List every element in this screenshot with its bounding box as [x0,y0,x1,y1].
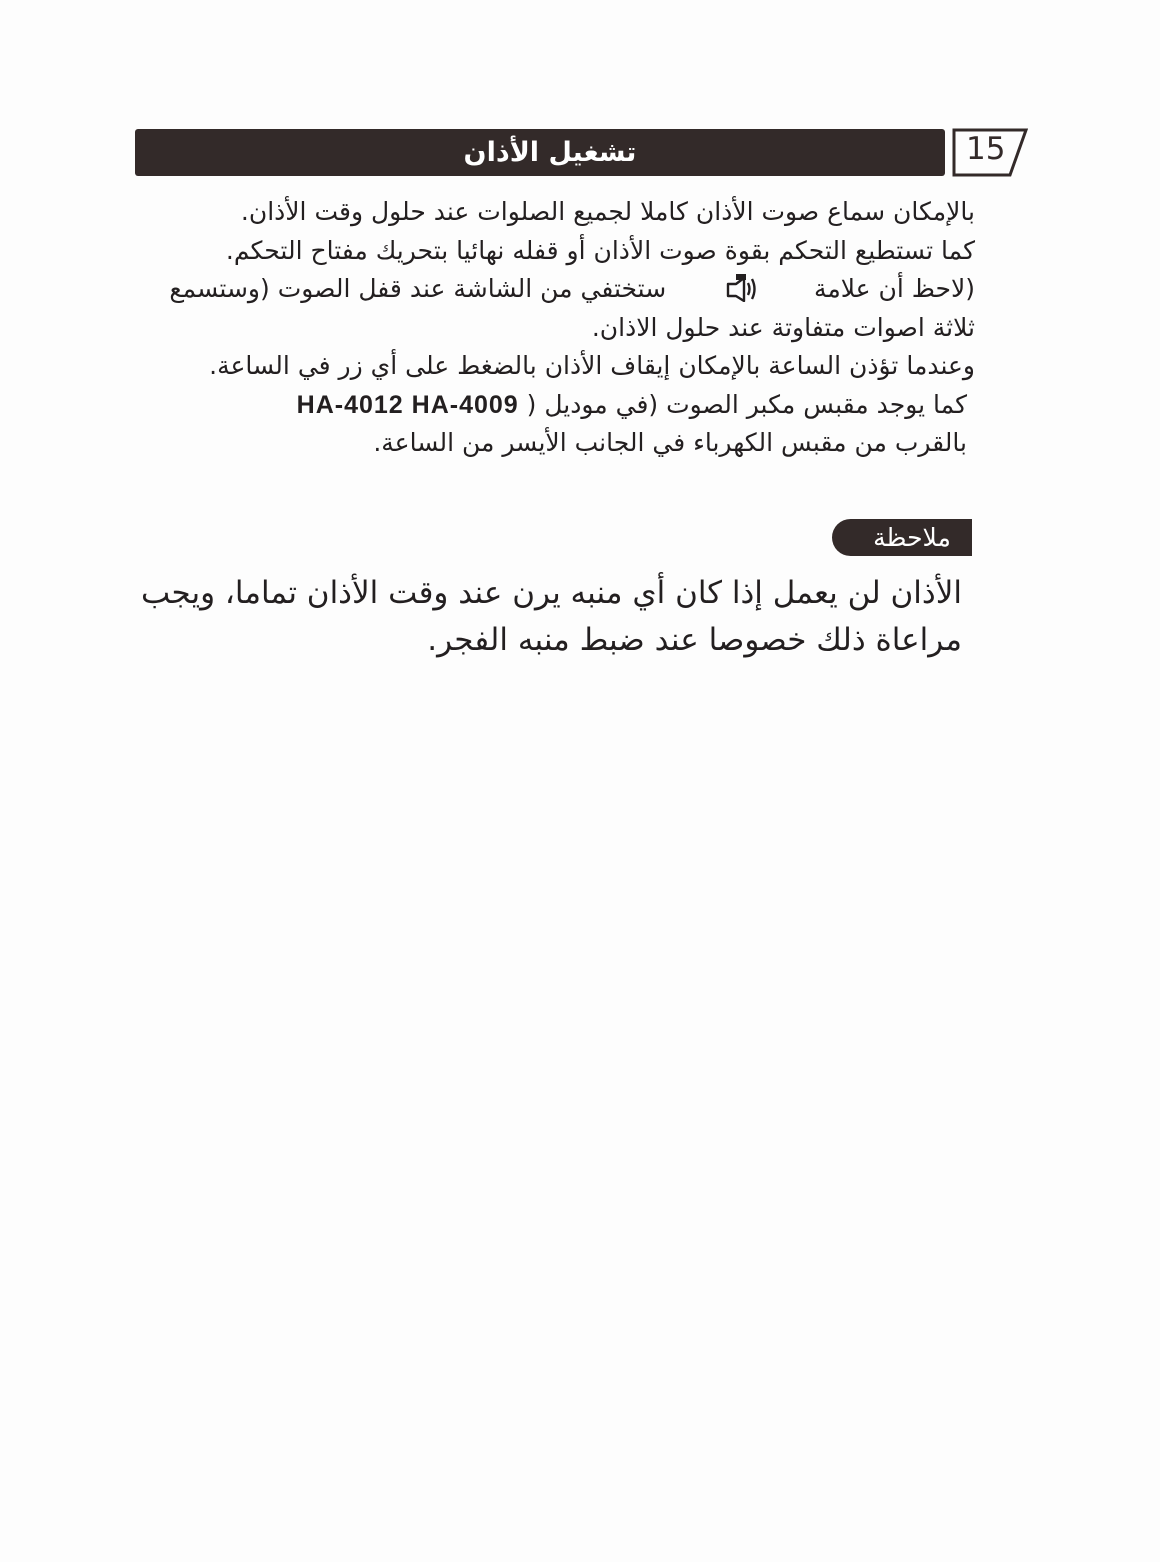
note-line: مراعاة ذلك خصوصا عند ضبط منبه الفجر. [427,622,962,658]
body-line-part: كما يوجد مقبس مكبر الصوت (في موديل ( [526,389,967,419]
note-badge [832,519,972,556]
note-line: الأذان لن يعمل إذا كان أي منبه يرن عند وقت الأذان تماما، ويجب [141,575,962,611]
section-header-bar [135,129,945,176]
page-number: 15 [966,131,1006,167]
body-line-part: (لاحظ أن علامة [813,274,975,303]
speaker-volume-icon [722,272,758,302]
section-title: تشغيل الأذان [463,137,637,168]
model-numbers: HA-4012 HA-4009 [296,390,519,419]
body-line: كما تستطيع التحكم بقوة صوت الأذان أو قفله نهائيا بتحريك مفتاح التحكم. [225,235,975,265]
body-line [160,386,975,425]
body-line: ثلاثة اصوات متفاوتة عند حلول الاذان. [591,312,975,342]
note-paragraph [130,570,962,664]
body-paragraph [160,193,975,463]
body-line: بالقرب من مقبس الكهرباء في الجانب الأيسر من الساعة. [373,428,967,457]
note-label: ملاحظة [873,523,951,552]
body-line-part: ستختفي من الشاشة عند قفل الصوت (وستسمع [169,274,667,303]
body-line: وعندما تؤذن الساعة بالإمكان إيقاف الأذان بالضغط على أي زر في الساعة. [209,351,975,380]
body-line [160,270,975,309]
body-line: بالإمكان سماع صوت الأذان كاملا لجميع الصلوات عند حلول وقت الأذان. [240,197,975,226]
